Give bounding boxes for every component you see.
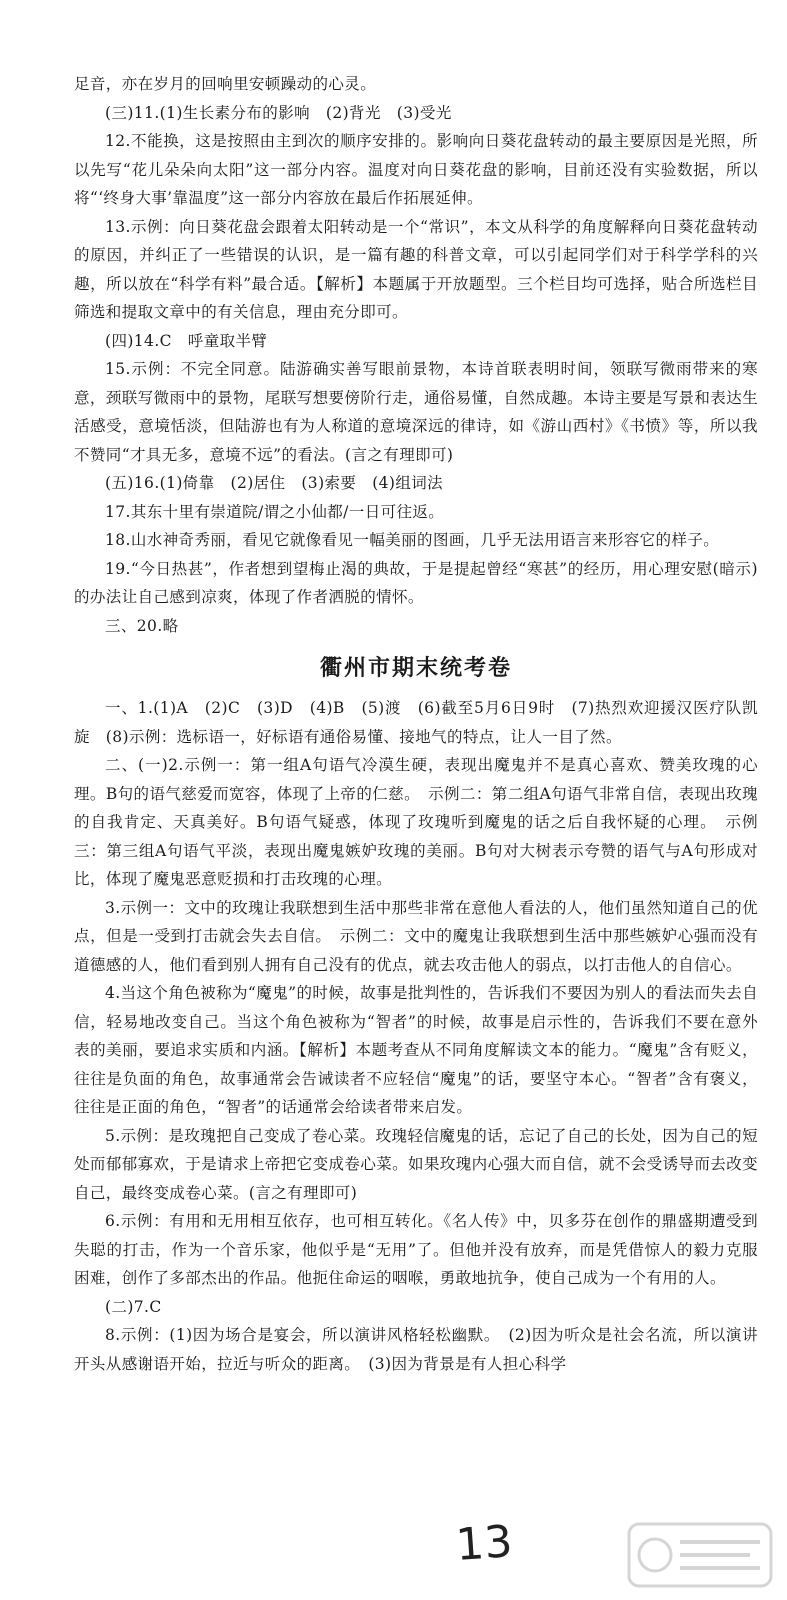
answer-line: 5.示例：是玫瑰把自己变成了卷心菜。玫瑰轻信魔鬼的话，忘记了自己的长处，因为自己的短处而郁郁寡欢，于是请求上帝把它变成卷心菜。如果玫瑰内心强大而自信，就不会受诱导而去改变自己，最终变成卷心菜。(言之有理即可) bbox=[74, 1126, 758, 1202]
answer-line: (二)7.C bbox=[105, 1297, 162, 1316]
answer-line: 12.不能换，这是按照由主到次的顺序安排的。影响向日葵花盘转动的最主要原因是光照，所以先写“花儿朵朵向太阳”这一部分内容。温度对向日葵花盘的影响，目前还没有实验数据，所以将“‘终身大事’靠温度”这一部分内容放在最后作拓展延伸。 bbox=[74, 132, 758, 207]
answer-line: 17.其东十里有崇道院/谓之小仙都/一日可往返。 bbox=[105, 502, 445, 521]
answer-line: (五)16.(1)倚靠 (2)居住 (3)索要 (4)组词法 bbox=[105, 474, 444, 492]
answer-line: 一、1.(1)A (2)C (3)D (4)B (5)渡 (6)截至5月6日9时 (7)热烈欢迎援汉医疗队凯旋 (8)示例：选标语一，好标语有通俗易懂、接地气的特点，让人一目了然。 bbox=[74, 699, 758, 746]
watermark-logo-icon bbox=[625, 1520, 775, 1590]
answer-line: 8.示例：(1)因为场合是宴会，所以演讲风格轻松幽默。 (2)因为听众是社会名流，所以演讲开头从感谢语开始，拉近与听众的距离。 (3)因为背景是有人担心科学 bbox=[74, 1326, 758, 1373]
answer-line: 18.山水神奇秀丽，看见它就像看见一幅美丽的图画，几乎无法用语言来形容它的样子。 bbox=[105, 531, 720, 549]
answer-line: 3.示例一：文中的玫瑰让我联想到生活中那些非常在意他人看法的人，他们虽然知道自己的优点，但是一受到打击就会失去自信。 示例二：文中的魔鬼让我联想到生活中那些嫉妒心强而没有道德感的人，他们看到别人拥有自己没有的优点，就去攻击他人的弱点，以打击他人的自信心。 bbox=[74, 898, 758, 974]
section-title: 衢州市期末统考卷 bbox=[319, 656, 512, 681]
answer-line: 足音，亦在岁月的回响里安顿躁动的心灵。 bbox=[74, 75, 377, 93]
answer-line: (三)11.(1)生长素分布的影响 (2)背光 (3)受光 bbox=[105, 103, 452, 122]
answer-line: 19.“今日热甚”，作者想到望梅止渴的典故，于是提起曾经“寒甚”的经历，用心理安慰(暗示)的办法让自己感到凉爽，体现了作者洒脱的情怀。 bbox=[74, 559, 758, 606]
answer-line: 二、(一)2.示例一：第一组A句语气冷漠生硬，表现出魔鬼并不是真心喜欢、赞美玫瑰的心理。B句的语气慈爱而宽容，体现了上帝的仁慈。 示例二：第二组A句语气非常自信，表现出玫瑰的自我肯定、天真美好。B句语气疑惑，体现了玫瑰听到魔鬼的话之后自我怀疑的心理。 示例三：第三组A句语气平淡，表现出魔鬼嫉妒玫瑰的美丽。B句对大树表示夸赞的语气与A句形成对比，体现了魔鬼恶意贬损和打击玫瑰的心理。 bbox=[74, 756, 758, 888]
answer-content bbox=[74, 70, 758, 1378]
answer-line: (四)14.C 呼童取半臂 bbox=[105, 331, 268, 350]
page-number: 13 bbox=[454, 1516, 515, 1571]
answer-line: 4.当这个角色被称为“魔鬼”的时候，故事是批判性的，告诉我们不要因为别人的看法而失去自信，轻易地改变自己。当这个角色被称为“智者”的时候，故事是启示性的，告诉我们不要在意外表的美丽，要追求实质和内涵。【解析】本题考查从不同角度解读文本的能力。“魔鬼”含有贬义，往往是负面的角色，故事通常会告诫读者不应轻信“魔鬼”的话，要坚守本心。“智者”含有褒义，往往是正面的角色，“智者”的话通常会给读者带来启发。 bbox=[74, 984, 758, 1116]
answer-line: 13.示例：向日葵花盘会跟着太阳转动是一个“常识”，本文从科学的角度解释向日葵花盘转动的原因，并纠正了一些错误的认识，是一篇有趣的科普文章，可以引起同学们对于科学学科的兴趣，所以放在“科学有料”最合适。【解析】本题属于开放题型。三个栏目均可选择，贴合所选栏目筛选和提取文章中的有关信息，理由充分即可。 bbox=[74, 217, 758, 321]
answer-line: 6.示例：有用和无用相互依存，也可相互转化。《名人传》中，贝多芬在创作的鼎盛期遭受到失聪的打击，作为一个音乐家，他似乎是“无用”了。但他并没有放弃，而是凭借惊人的毅力克服困难，创作了多部杰出的作品。他扼住命运的咽喉，勇敢地抗争，使自己成为一个有用的人。 bbox=[74, 1212, 758, 1287]
answer-line: 15.示例：不完全同意。陆游确实善写眼前景物，本诗首联表明时间，领联写微雨带来的寒意，颈联写微雨中的景物，尾联写想要傍阶行走，通俗易懂，自然成趣。本诗主要是写景和表达生活感受，意境恬淡，但陆游也有为人称道的意境深远的律诗，如《游山西村》《书愤》等，所以我不赞同“才具无多，意境不远”的看法。(言之有理即可) bbox=[74, 360, 758, 464]
answer-line: 三、20.略 bbox=[105, 616, 179, 635]
